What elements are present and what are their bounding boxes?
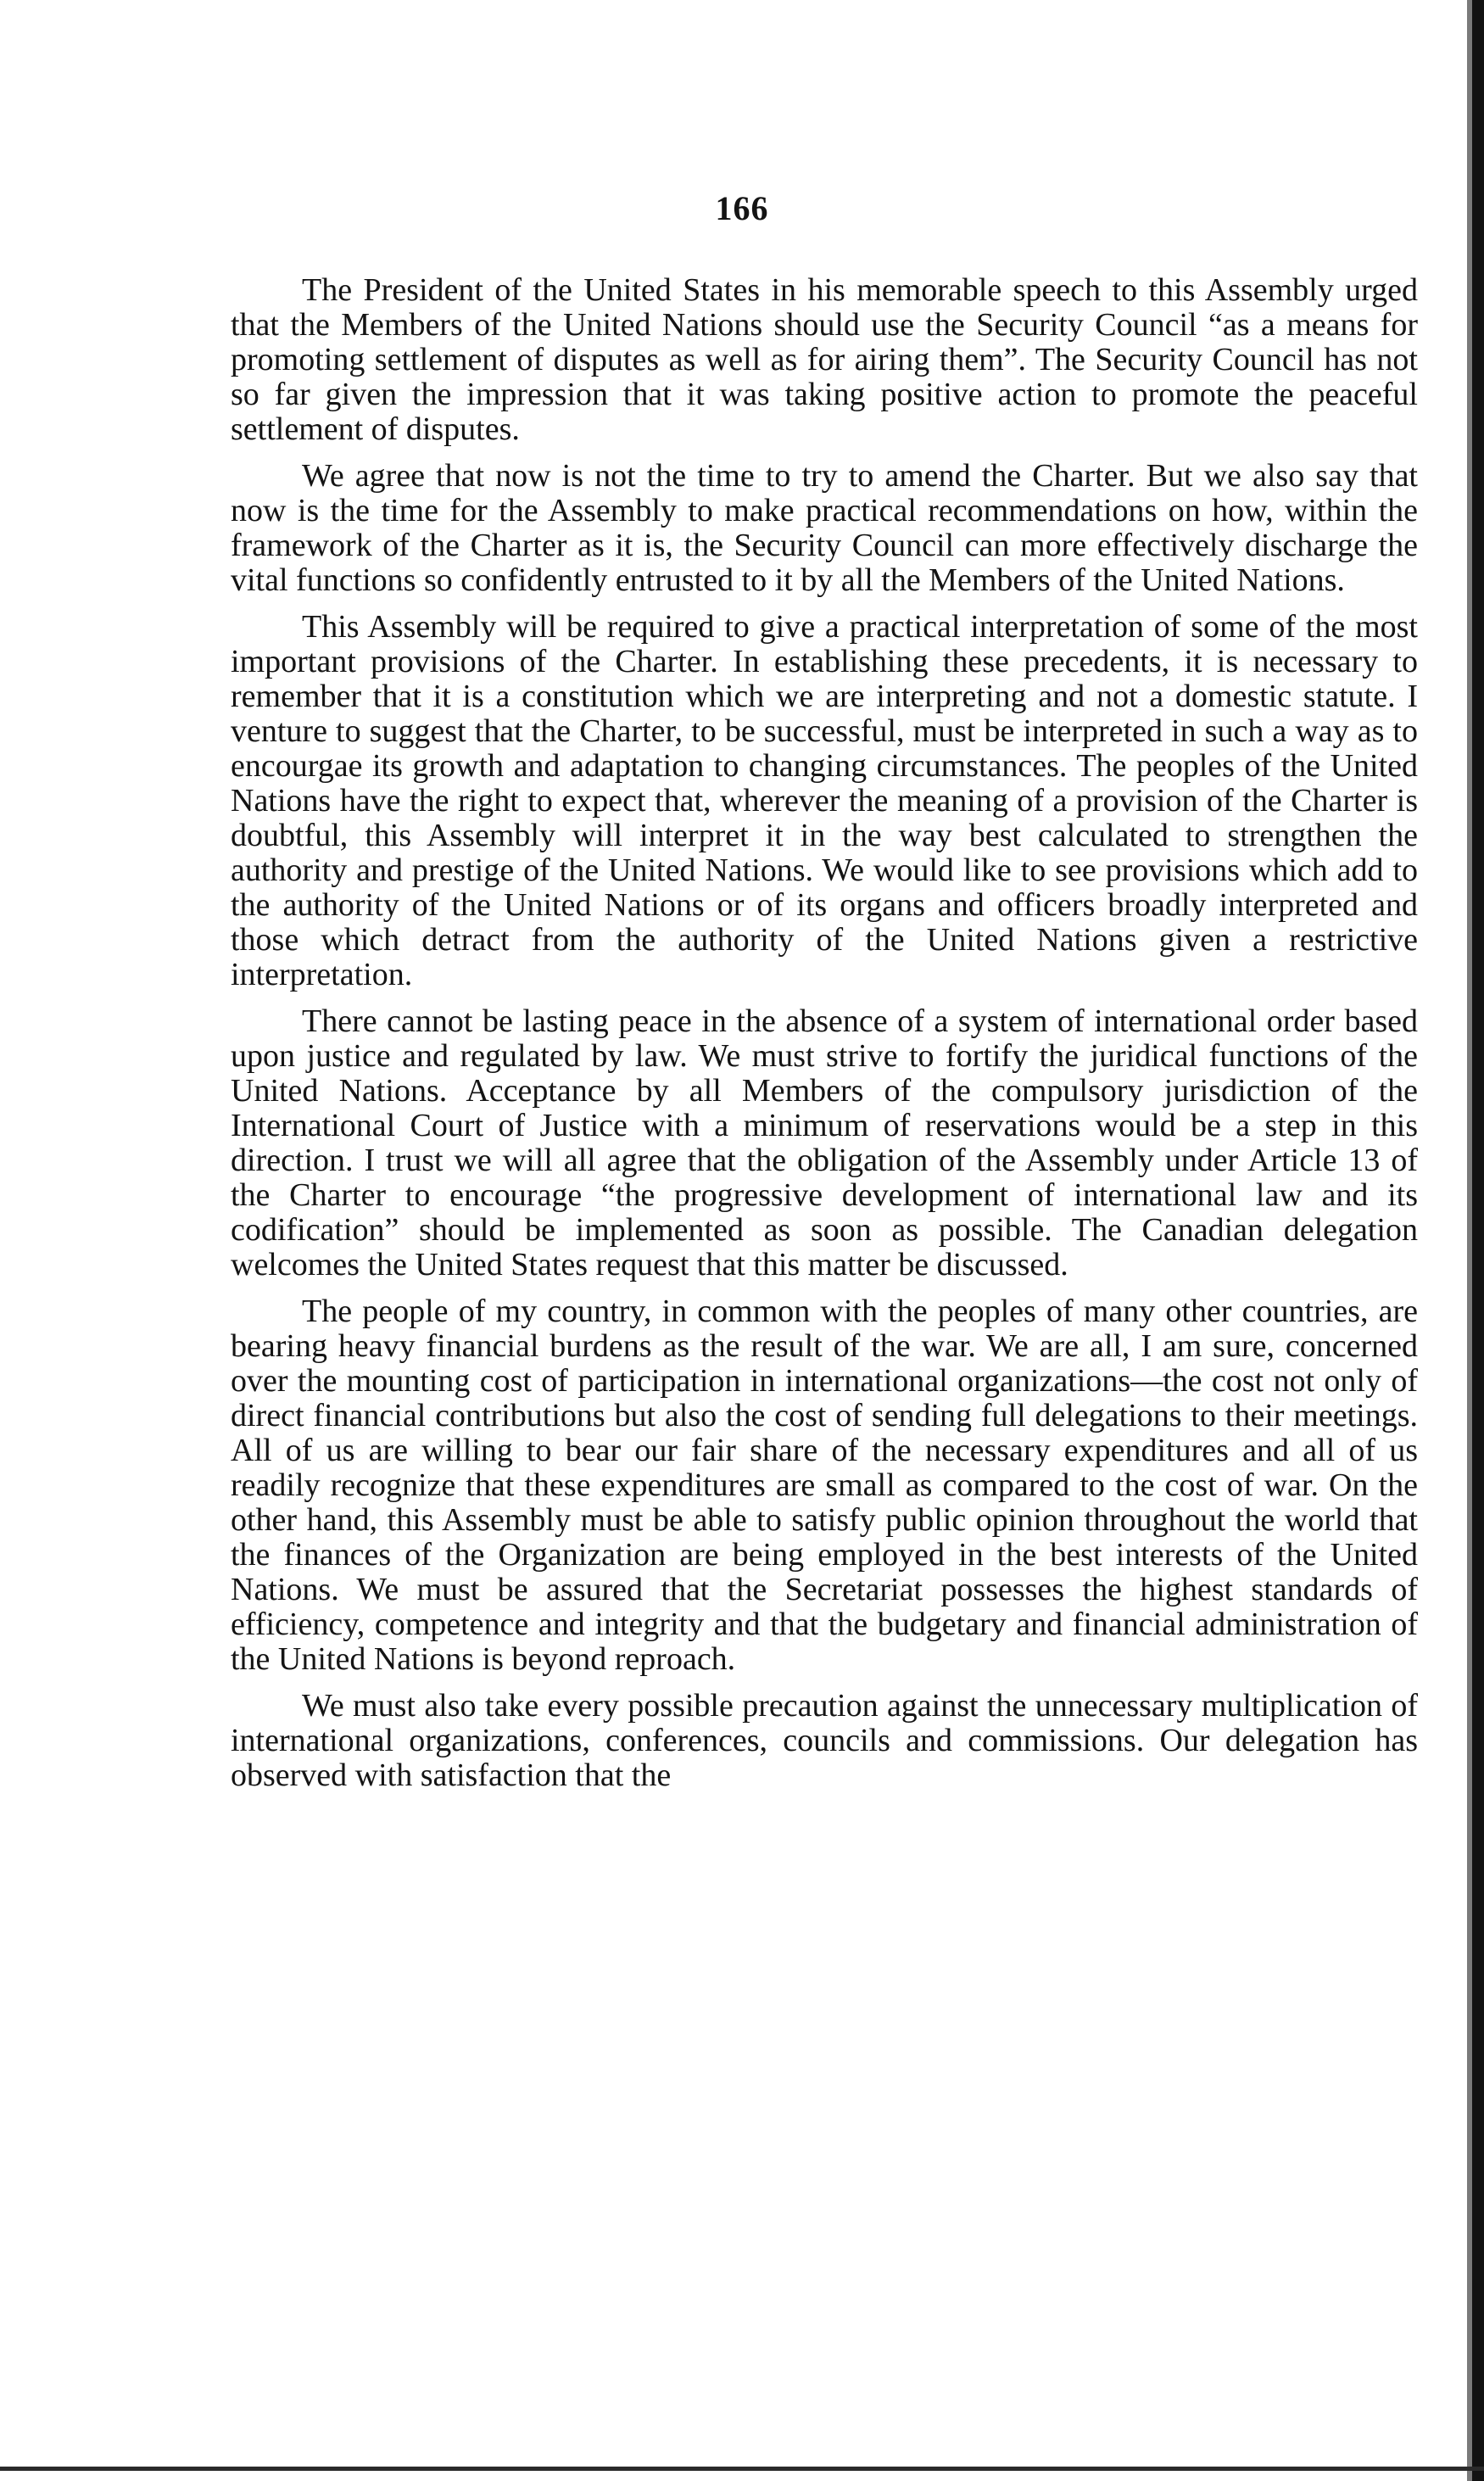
- paragraph-security-council: The President of the United States in his memorable speech to this Assembly urged that the Members of the United Nations should use the Security Council “as a means for promoting settlement of disputes as well as for airing them”. The Security Council has not so far given the impression that it was taking positive action to promote the peaceful settlement of disputes.: [231, 272, 1418, 447]
- page-edge-border: [1472, 0, 1484, 2481]
- paragraph-precaution: We must also take every possible precaution against the unnecessary multiplication of international organizations, conferences, councils and commissions. Our delegation has observed with satisfaction that the: [231, 1688, 1418, 1793]
- paragraph-financial-burdens: The people of my country, in common with the peoples of many other countries, are bearing heavy financial burdens as the result of the war. We are all, I am sure, concerned over the mounting cost of participation in international organizations—the cost not only of direct financial contributions but also the cost of sending full delegations to their meetings. All of us are willing to bear our fair share of the necessary expenditures and all of us readily recognize that these expenditures are small as compared to the cost of war. On the other hand, this Assembly must be able to satisfy public opinion throughout the world that the finances of the Organization are being employed in the best interests of the United Nations. We must be assured that the Secretariat possesses the highest standards of efficiency, competence and integrity and that the budgetary and financial administration of the United Nations is beyond reproach.: [231, 1294, 1418, 1677]
- body-text: [231, 273, 1418, 1805]
- bottom-rule: [0, 2467, 1484, 2471]
- page-number: 166: [715, 189, 769, 227]
- paragraph-amend-charter: We agree that now is not the time to try to amend the Charter. But we also say that now is the time for the Assembly to make practical recommendations on how, within the framework of the Charter as it is, the Security Council can more effectively discharge the vital functions so confidently entrusted to it by all the Members of the United Nations.: [231, 458, 1418, 598]
- paragraph-international-order: There cannot be lasting peace in the absence of a system of international order based upon justice and regulated by law. We must strive to fortify the juridical functions of the United Nations. Acceptance by all Members of the compulsory jurisdiction of the International Court of Justice with a minimum of reservations would be a step in this direction. I trust we will all agree that the obligation of the Assembly under Article 13 of the Charter to encourage “the progressive development of international law and its codification” should be implemented as soon as possible. The Canadian delegation welcomes the United States request that this matter be discussed.: [231, 1003, 1418, 1282]
- paragraph-interpretation: This Assembly will be required to give a practical interpretation of some of the most important provisions of the Charter. In establishing these precedents, it is necessary to remember that it is a constitution which we are interpreting and not a domestic statute. I venture to suggest that the Charter, to be successful, must be interpreted in such a way as to encourgae its growth and adaptation to changing circumstances. The peoples of the United Nations have the right to expect that, wherever the meaning of a provision of the Charter is doubtful, this Assembly will interpret it in the way best calculated to strengthen the authority and prestige of the United Nations. We would like to see provisions which add to the authority of the United Nations or of its organs and officers broadly interpreted and those which detract from the authority of the United Nations given a restrictive interpretation.: [231, 609, 1418, 992]
